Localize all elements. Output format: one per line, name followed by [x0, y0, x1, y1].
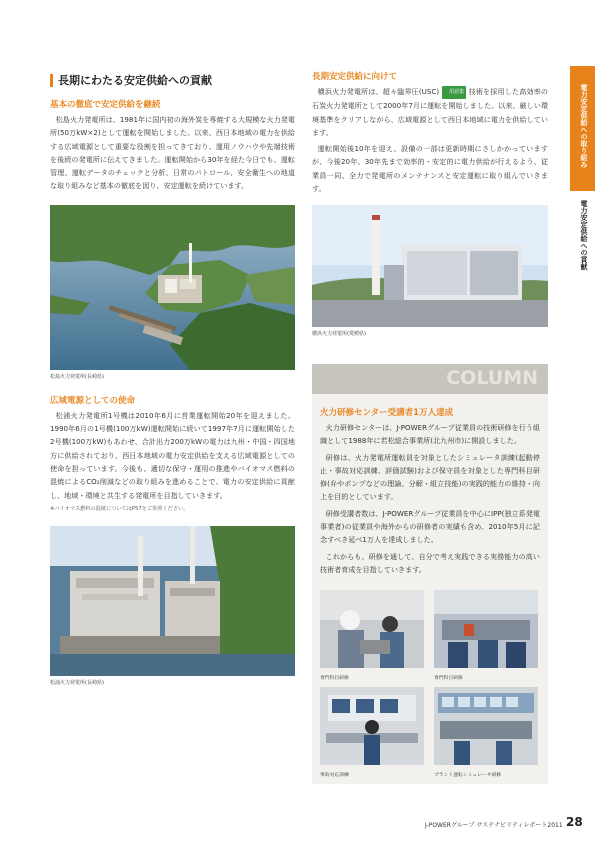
section-body-basics: 松島火力発電所は、1981年に国内初の海外炭を専焼する大規模な火力発電所(50万kW×2)として運転を開始しました。以来、西日本地域の電力を供給する広域電源として重要な役割を担ってきており、運用ノウハウや先端技術を後続の発電所に伝えてきました。運転開始から30年を経た今日でも、運転管理、運転データのチェックと分析、日常のパトロール、安全衛生への地道な取り組みなど基本の徹底を図り、安定運転を続けています。 — [50, 115, 295, 191]
training-photo-cell — [434, 687, 538, 778]
training-photo-cell — [320, 687, 424, 778]
column-body-2: 研修は、火力発電所運転員を対象としたシミュレータ訓練(起動停止・事故対応訓練、評価試験)および保守員を対象とした専門科目研修(弁やポンプなどの理論、分解・組立技能)の実践的能力の維持・向上を目的としています。 — [320, 452, 540, 502]
side-tab-inactive-label[interactable]: 電力安定供給への貢献 — [580, 200, 588, 270]
side-tab-active-label: 電力安定供給への取り組み — [580, 84, 588, 168]
section-heading-basics: 基本の徹底で安定供給を継続 — [50, 100, 161, 110]
training-photo-3 — [320, 687, 424, 765]
yokohama-plant-photo — [312, 205, 548, 327]
training-photo-grid — [320, 590, 540, 778]
training-photo-cell — [320, 590, 424, 681]
section-heading-mission: 広域電源としての使命 — [50, 395, 136, 406]
page-number: 28 — [566, 815, 583, 829]
section-body-long-term — [312, 85, 548, 139]
column-header — [312, 364, 548, 394]
section-body-mission: 松浦火力発電所1号機は2010年6月に営業運転開始20年を迎えました。1990年6月の1号機(100万kW)運転開始に続いて1997年7月に運転開始した2号機(100万kW)もあわせ、合計出力200万kWの電力は九州・中国・四国地方に供給されており、西日本地域の電力安定供給を支える広域電源としての使命を担っています。今後も、適切な保守・運用の推進やバイオマス燃料の混焼によるCO₂削減などの取り組みを進めることで、電力の安定供給に貢献し、地域・環境と共生する発電所を目指していきます。 — [50, 410, 295, 500]
section-heading-long-term: 長期安定供給に向けて — [312, 72, 398, 82]
glossary-badge[interactable]: 用語集 — [442, 86, 467, 99]
photo-caption-yokohama: 横浜火力発電所(愛媛県) — [312, 331, 366, 338]
training-caption-3: 事故対応訓練 — [320, 773, 349, 779]
heading-accent-bar — [50, 74, 53, 87]
training-photo-2 — [434, 590, 538, 668]
column-body-3: 研修受講者数は、J-POWERグループ従業員を中心にIPP(独立系発電事業者)の従業員や海外からの研修者の実績も含め、2010年5月に記念すべき延べ1万人を達成しました。 — [320, 508, 540, 545]
training-caption-1: 専門科目研修 — [320, 676, 349, 682]
matsushima-aerial-image — [50, 205, 295, 370]
column-box — [312, 364, 548, 784]
right-column — [312, 70, 548, 337]
matsuura-plant-image — [50, 526, 295, 676]
column-content — [312, 394, 548, 778]
column-label: COLUMN — [446, 367, 538, 389]
column-body-1: 火力研修センターは、J-POWERグループ従業員の技術研修を行う組織として1988年に若松総合事業所(北九州市)に開設しました。 — [320, 423, 540, 446]
photo-caption-matsuura: 松浦火力発電所(長崎県) — [50, 679, 104, 686]
footer-report-title: J-POWERグループ サステナビリティレポート2011 — [425, 822, 563, 829]
matsushima-plant-photo — [50, 205, 295, 370]
main-heading-text: 長期にわたる安定供給への貢献 — [58, 74, 212, 87]
yokohama-plant-image — [312, 205, 548, 327]
biomass-footnote: ※バイオマス燃料の混焼についてはP57をご参照ください。 — [50, 505, 189, 512]
column-heading: 火力研修センター受講者1万人達成 — [320, 408, 454, 418]
matsuura-plant-photo — [50, 526, 295, 676]
training-photo-1 — [320, 590, 424, 668]
column-body-4: これからも、研修を通して、自分で考え実践できる実務能力の高い技術者育成を目指していきます。 — [320, 551, 540, 574]
side-tab-divider — [570, 190, 595, 191]
main-heading — [50, 72, 295, 88]
training-caption-2: 専門科目研修 — [434, 676, 463, 682]
section-body-long-term-2: 運転開始後10年を迎え、設備の一部は更新時期にさしかかっていますが、今後20年、30年先まで効率的・安定的に電力供給が行えるよう、従業員一同、全力で発電所のメンテナンスと安定運転に取り組んでいきます。 — [312, 144, 548, 194]
training-photo-4 — [434, 687, 538, 765]
usc-text-before: 横浜火力発電所は、超々臨界圧(USC) — [317, 87, 440, 96]
left-column — [50, 70, 295, 686]
training-photo-cell — [434, 590, 538, 681]
training-caption-4: プラント運転シミュレータ研修 — [434, 773, 502, 779]
usc-text-after: 技術を採用した高効率の石炭火力発電所として2000年7月に運転を開始しました。以来、厳しい環境基準をクリアしながら、広域電源として西日本地域に電力を供給しています。 — [312, 87, 549, 137]
photo-caption-matsushima: 松島火力発電所(長崎県) — [50, 373, 104, 380]
